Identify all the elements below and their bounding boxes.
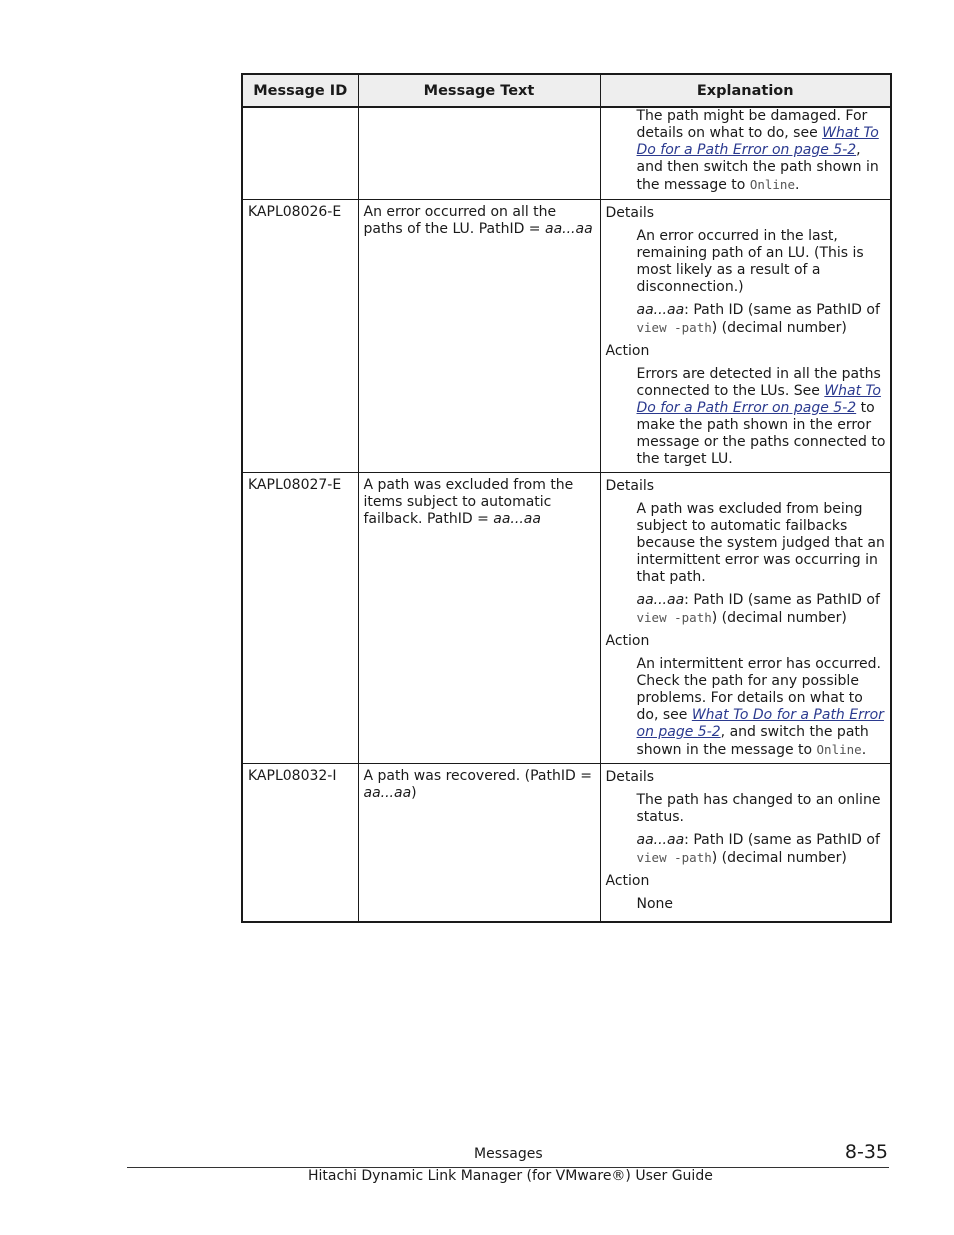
message-text-cell: A path was recovered. (PathID = aa...aa) <box>358 763 600 922</box>
details-paragraph: An error occurred in the last, remaining path of an LU. (This is most likely as a result of a disconnection.) <box>636 227 864 295</box>
message-id-cell: KAPL08027-E <box>242 472 358 763</box>
explanation-cell <box>600 107 891 199</box>
details-paragraph: The path has changed to an online status. <box>636 791 881 825</box>
details-label: Details <box>605 477 655 494</box>
code-view-path: view -path <box>636 609 712 625</box>
code-online: Online <box>816 741 862 757</box>
details-label: Details <box>605 204 655 221</box>
action-paragraph: Errors are detected in all the paths connected to the LUs. See What To Do for a Path Error on page 5-2 to make the path shown in the error message or the paths connected to the target LU. <box>636 365 886 467</box>
explanation-cell <box>600 472 891 763</box>
variable-text: aa...aa <box>363 784 412 801</box>
footer-guide-title: Hitachi Dynamic Link Manager (for VMware®) User Guide <box>308 1168 713 1184</box>
cross-reference-link[interactable]: What To Do for a Path Error on page 5-2 <box>636 125 879 158</box>
message-text-cell <box>358 107 600 199</box>
header-message-text: Message Text <box>358 74 600 107</box>
message-table <box>241 73 892 923</box>
explanation-cell <box>600 199 891 472</box>
explanation-paragraph: The path might be damaged. For details on what to do, see What To Do for a Path Error on page 5-2, and then switch the path shown in the message to Online. <box>636 108 879 193</box>
message-text-cell: An error occurred on all the paths of the LU. PathID = aa...aa <box>358 199 600 472</box>
table-header-row <box>242 74 891 107</box>
details-paragraph: aa...aa: Path ID (same as PathID of view -path) (decimal number) <box>636 301 880 336</box>
action-paragraph: An intermittent error has occurred. Check the path for any possible problems. For details on what to do, see What To Do for a Path Error on page 5-2, and switch the path shown in the message to Online. <box>636 655 884 758</box>
table-row <box>242 107 891 199</box>
details-paragraph: A path was excluded from being subject to automatic failbacks because the system judged that an intermittent error was occurring in that path. <box>636 500 885 585</box>
code-view-path: view -path <box>636 319 712 335</box>
header-explanation: Explanation <box>600 74 891 107</box>
cross-reference-link[interactable]: What To Do for a Path Error on page 5-2 <box>636 706 884 740</box>
message-id-cell <box>242 107 358 199</box>
code-online: Online <box>749 177 795 192</box>
message-id-cell: KAPL08026-E <box>242 199 358 472</box>
explanation-cell <box>600 763 891 922</box>
footer-section-name: Messages <box>474 1146 543 1162</box>
details-paragraph: aa...aa: Path ID (same as PathID of view -path) (decimal number) <box>636 591 880 626</box>
details-label: Details <box>605 768 655 785</box>
code-view-path: view -path <box>636 849 712 865</box>
variable-text: aa...aa <box>493 510 541 527</box>
action-paragraph: None <box>636 895 674 912</box>
table-row <box>242 199 891 472</box>
action-label: Action <box>605 872 650 889</box>
action-label: Action <box>605 342 650 359</box>
cross-reference-link[interactable]: What To Do for a Path Error on page 5-2 <box>636 382 881 416</box>
page-number: 8-35 <box>844 1141 888 1163</box>
variable-text: aa...aa <box>545 220 593 237</box>
message-text-cell: A path was excluded from the items subject to automatic failback. PathID = aa...aa <box>358 472 600 763</box>
action-label: Action <box>605 632 650 649</box>
details-paragraph: aa...aa: Path ID (same as PathID of view -path) (decimal number) <box>636 831 880 866</box>
header-message-id: Message ID <box>242 74 358 107</box>
table-row <box>242 472 891 763</box>
table-row <box>242 763 891 922</box>
message-id-cell: KAPL08032-I <box>242 763 358 922</box>
